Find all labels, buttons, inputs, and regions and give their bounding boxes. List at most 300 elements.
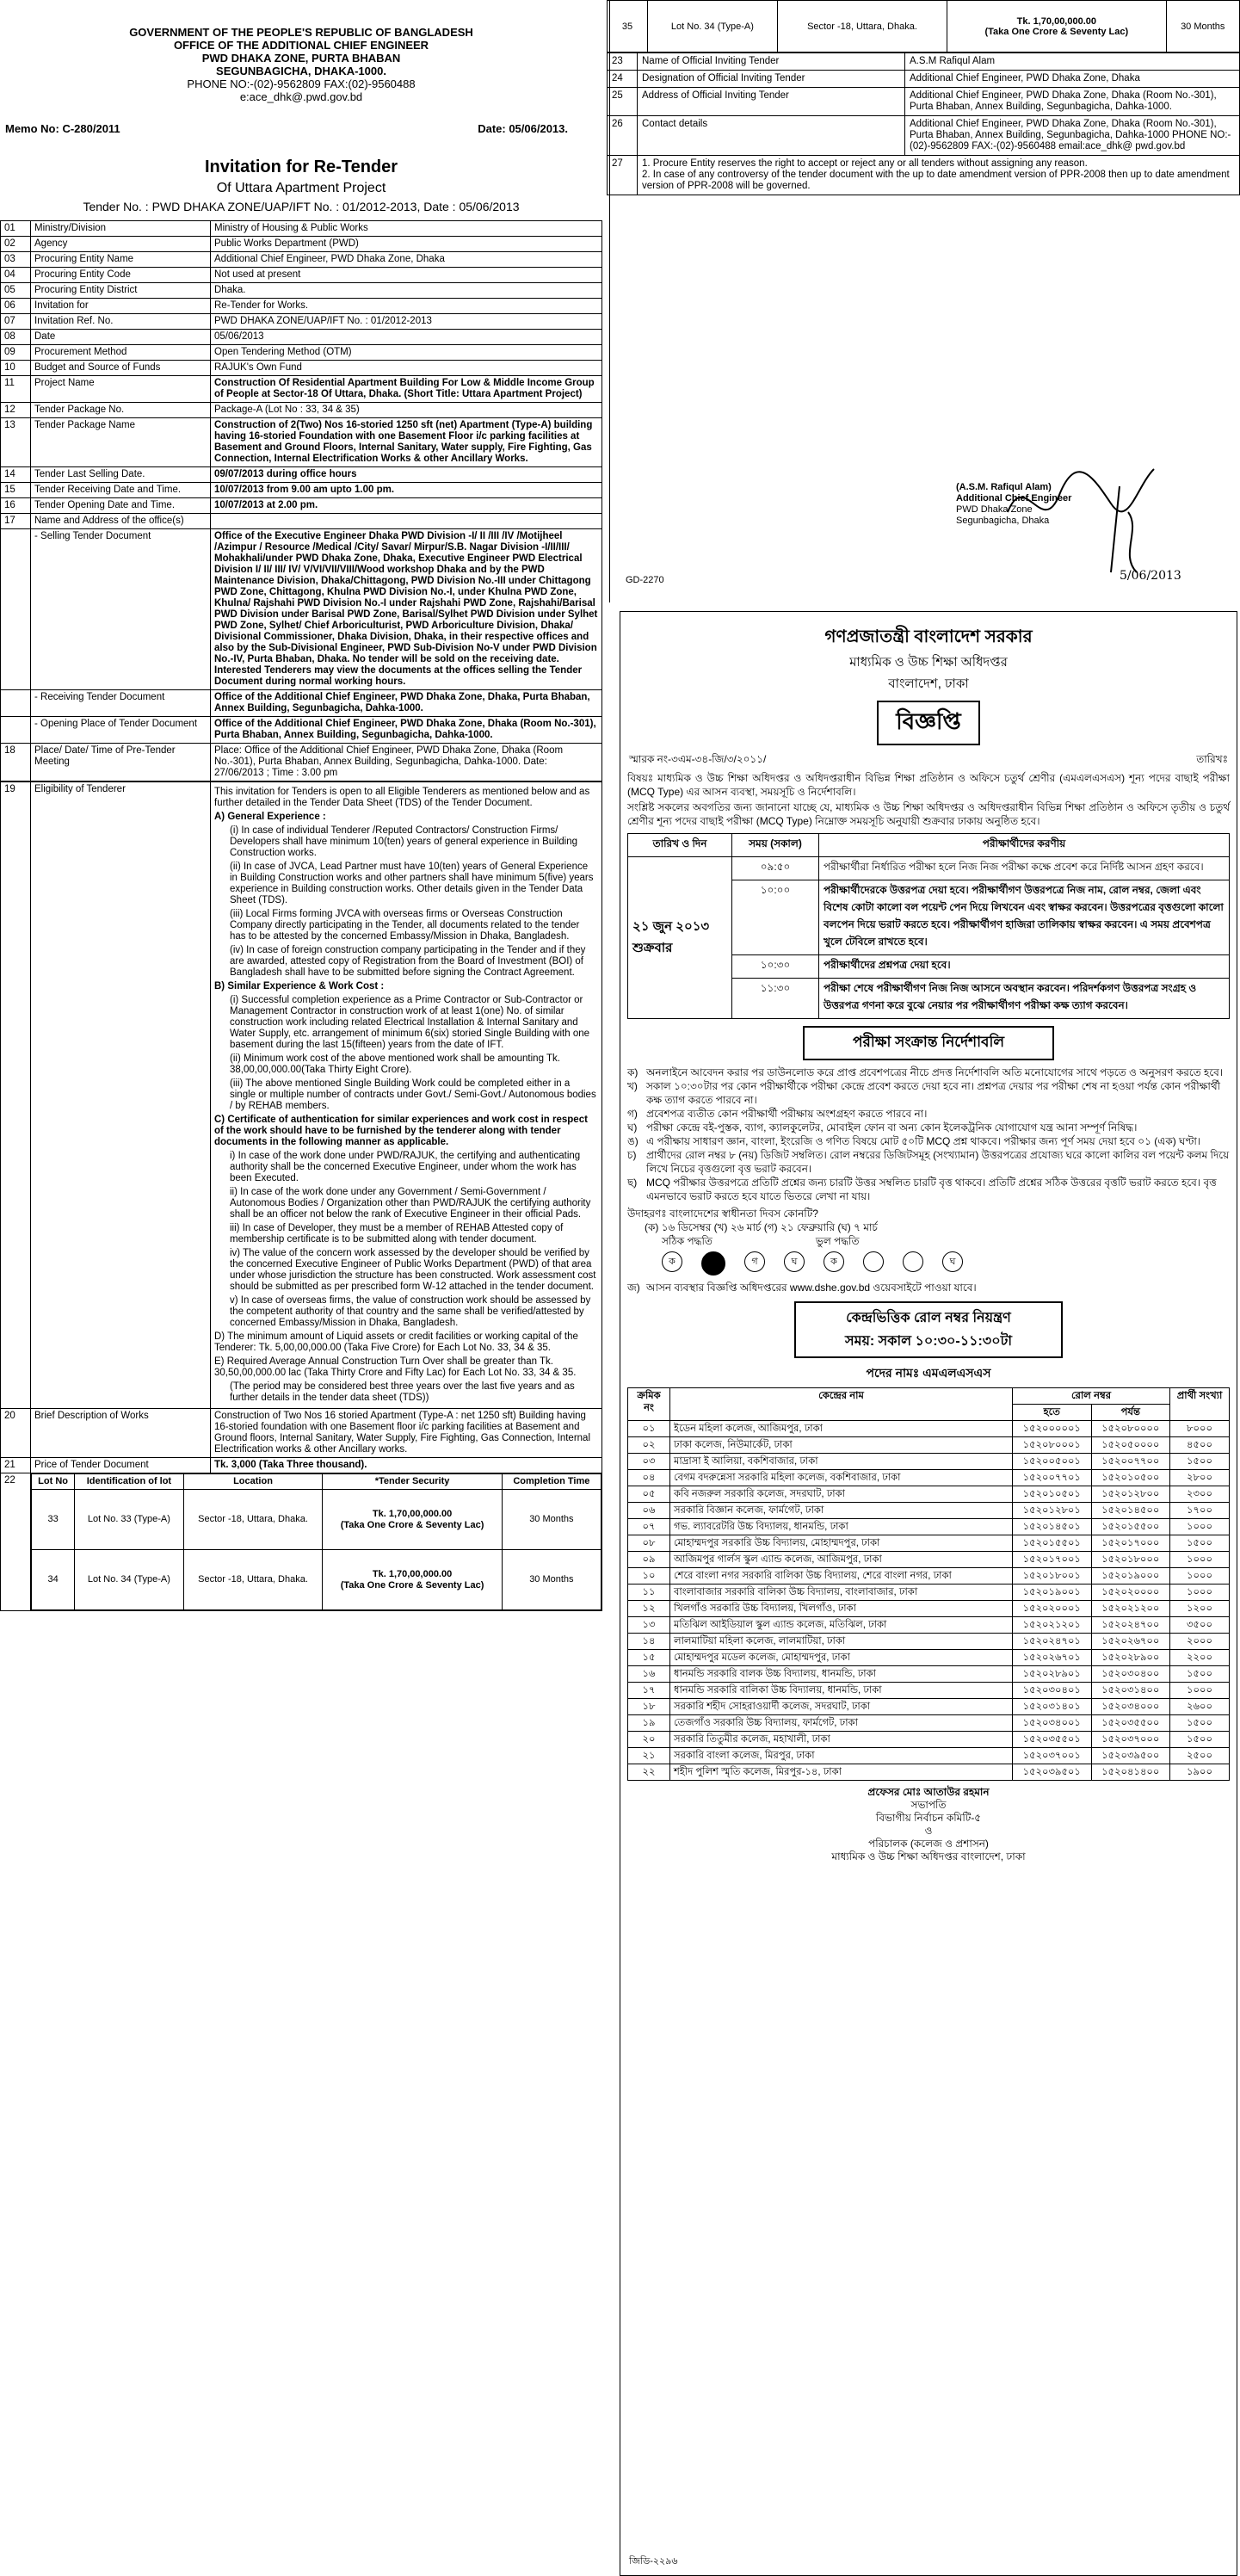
roll-from: ১৫২০২৪৭০১ <box>1013 1634 1091 1650</box>
lot-security-words: (Taka One Crore & Seventy Lac) <box>984 26 1129 37</box>
centre-name: সরকারি বিজ্ঞান কলেজ, ফার্মগেট, ঢাকা <box>670 1503 1013 1519</box>
lot-security-words: (Taka One Crore & Seventy Lac) <box>340 1519 484 1530</box>
centre-name: খিলগাঁও সরকারি উচ্চ বিদ্যালয়, খিলগাঁও, ঢাকা <box>670 1601 1013 1617</box>
roll-to: ১৫২০২০০০০ <box>1091 1585 1169 1601</box>
row-label: Designation of Official Inviting Tender <box>638 71 905 88</box>
roll-to: ১৫২০২৮৯০০ <box>1091 1650 1169 1666</box>
row-label: Tender Receiving Date and Time. <box>31 483 211 498</box>
letterhead-line: OFFICE OF THE ADDITIONAL CHIEF ENGINEER <box>173 39 429 52</box>
table-row <box>1 268 602 283</box>
candidate-count: ১২০০ <box>1170 1601 1230 1617</box>
candidate-count: ১৫০০ <box>1170 1666 1230 1683</box>
rule-key: খ) <box>627 1080 638 1092</box>
row-value: 09/07/2013 during office hours <box>211 467 602 483</box>
centre-row <box>628 1683 1230 1699</box>
roll-to: ১৫২০৮০০০০ <box>1091 1421 1169 1437</box>
table-row <box>1 221 602 237</box>
eligibility-table <box>0 781 602 1611</box>
roll-to: ১৫২০১৭০০০ <box>1091 1535 1169 1552</box>
row-value: Additional Chief Engineer, PWD Dhaka Zone, Dhaka (Room No.-301), Purta Bhaban, Annex Building, Segunbagicha, Dahka-1000. <box>905 88 1240 116</box>
centre-head: রোল নম্বর <box>1013 1388 1170 1405</box>
lot-head: Lot No <box>32 1474 75 1490</box>
centre-row <box>628 1519 1230 1535</box>
row-label: Budget and Source of Funds <box>31 361 211 376</box>
website-note: আসন ব্যবস্থার বিজ্ঞপ্তি অধিদপ্তরের www.dshe.gov.bd ওয়েবসাইটে পাওয়া যাবে। <box>646 1282 977 1294</box>
answer-bubble: ক <box>824 1251 844 1272</box>
lot-location: Sector -18, Uttara, Dhaka. <box>777 1 947 53</box>
elig-item: (iii) Local Firms forming JVCA with overseas firms or Overseas Construction Company directly participating in the Tender, all documents related to the tender has to be attested by the concerned Embassy/Mission in Dhaka, Bangladesh. <box>230 909 580 942</box>
centre-row <box>628 1764 1230 1781</box>
row-label: Tender Package Name <box>31 418 211 467</box>
centre-row <box>628 1585 1230 1601</box>
lot-id: Lot No. 34 (Type-A) <box>75 1550 183 1610</box>
roll-from: ১৫২০০৫০০১ <box>1013 1454 1091 1470</box>
row-label: Procurement Method <box>31 345 211 361</box>
answer-bubble: ঘ <box>942 1251 963 1272</box>
lot-head: Identification of lot <box>75 1474 183 1490</box>
rule-text: সকাল ১০:৩০টার পর কোন পরীক্ষার্থীকে পরীক্ষা কেন্দ্রে প্রবেশ করতে দেয়া হবে না। প্রশ্নপত্র দেয়ার পর পরীক্ষা শেষ না হওয়া পর্যন্ত কোন পরীক্ষার্থী কক্ষ ত্যাগ করতে পারবে না। <box>646 1080 1221 1106</box>
condition-1: 1. Procure Entity reserves the right to accept or reject any or all tenders without assigning any reason. <box>642 158 1088 169</box>
roll-from: ১৫২০৩৪০০১ <box>1013 1715 1091 1732</box>
roll-to: ১৫২০৩০৪০০ <box>1091 1666 1169 1683</box>
roll-from: ১৫২০২৬৭০১ <box>1013 1650 1091 1666</box>
table-row <box>1 345 602 361</box>
centre-name: সরকারি শহীদ সোহরাওয়ার্দী কলেজ, সদরঘাট, ঢাকা <box>670 1699 1013 1715</box>
table-row <box>1 690 602 717</box>
candidate-count: ২৬০০ <box>1170 1699 1230 1715</box>
centre-serial: ০৯ <box>628 1552 670 1568</box>
elig-e-note: (The period may be considered best three years over the last five years and as further details in the tender data sheet (TDS)) <box>230 1381 575 1403</box>
table-row <box>1 283 602 299</box>
candidate-count: ২৩০০ <box>1170 1486 1230 1503</box>
table-row <box>608 88 1240 116</box>
candidate-count: ১৫০০ <box>1170 1715 1230 1732</box>
elig-item: iii) In case of Developer, they must be a member of REHAB Attested copy of membership certificate is to be submitted along with tender document. <box>230 1223 564 1245</box>
row-number: 22 <box>1 1473 31 1611</box>
row-label: Invitation for <box>31 299 211 314</box>
centre-row <box>628 1715 1230 1732</box>
centre-row <box>628 1732 1230 1748</box>
centre-serial: ১১ <box>628 1585 670 1601</box>
row-value: Additional Chief Engineer, PWD Dhaka Zone, Dhaka <box>211 252 602 268</box>
memo-date: Date: 05/06/2013. <box>478 122 568 135</box>
row-number: 11 <box>1 376 31 403</box>
row-number: 03 <box>1 252 31 268</box>
lot-table-cell <box>31 1473 602 1611</box>
centre-serial: ২০ <box>628 1732 670 1748</box>
roll-to: ১৫২০৩৭০০০ <box>1091 1732 1169 1748</box>
lot-security-amount: Tk. 1,70,00,000.00 <box>1016 15 1097 27</box>
lot-id: Lot No. 33 (Type-A) <box>75 1490 183 1550</box>
row-value <box>638 156 1240 195</box>
row-label: Procuring Entity Code <box>31 268 211 283</box>
notice-subtitle: Of Uttara Apartment Project <box>216 181 386 195</box>
candidate-count: ১৫০০ <box>1170 1454 1230 1470</box>
row-label: Tender Package No. <box>31 403 211 418</box>
row-value: PWD DHAKA ZONE/UAP/IFT No. : 01/2012-2013 <box>211 314 602 330</box>
roll-from: ১৫২০২০০০১ <box>1013 1601 1091 1617</box>
centre-name: শেরে বাংলা নগর সরকারি বালিকা উচ্চ বিদ্যালয়, শেরে বাংলা নগর, ঢাকা <box>670 1568 1013 1585</box>
row-value: Ministry of Housing & Public Works <box>211 221 602 237</box>
table-row <box>608 53 1240 71</box>
roll-to: ১৫২০১৯০০০ <box>1091 1568 1169 1585</box>
rule-item <box>627 1121 1230 1134</box>
row-value: Package-A (Lot No : 33, 34 & 35) <box>211 403 602 418</box>
table-row <box>1 483 602 498</box>
row-label: - Receiving Tender Document <box>31 690 211 717</box>
rules-title: পরীক্ষা সংক্রান্ত নির্দেশাবলি <box>803 1026 1054 1060</box>
row-number: 12 <box>1 403 31 418</box>
rule-key: ঘ) <box>627 1121 638 1134</box>
centre-head: কেন্দ্রের নাম <box>670 1388 1013 1421</box>
example-block <box>627 1207 1230 1294</box>
wrong-method-label: ভুল পদ্ধতি <box>815 1235 860 1247</box>
rule-item <box>627 1066 1230 1079</box>
table-row <box>1 717 602 744</box>
rule-text: প্রবেশপত্র ব্যতীত কোন পরীক্ষার্থী পরীক্ষায় অংশগ্রহণ করতে পারবে না। <box>646 1108 928 1120</box>
table-row <box>1 330 602 345</box>
answer-bubble <box>903 1251 923 1272</box>
lot-head: Location <box>183 1474 323 1490</box>
table-row <box>1 299 602 314</box>
elig-item: (i) Successful completion experience as a Prime Contractor or Sub-Contractor or Management Contractor in construction work of at least 1(one) No. of similar construction work including related Electrical Installation & Internal Sanitary and Water Supply, etc. arrangement of minimum 6(six) storied Single Building with one basement during the last 15(fifteen) years from the date of IFT. <box>230 995 590 1050</box>
row-number: 10 <box>1 361 31 376</box>
lot-security-words: (Taka One Crore & Seventy Lac) <box>340 1579 484 1591</box>
row-number: 05 <box>1 283 31 299</box>
row-number: 14 <box>1 467 31 483</box>
centre-serial: ২১ <box>628 1748 670 1764</box>
candidate-count: ১০০০ <box>1170 1683 1230 1699</box>
centre-row <box>628 1552 1230 1568</box>
table-row <box>1 314 602 330</box>
bengali-notice <box>620 611 1237 2576</box>
candidate-count: ১৫০০ <box>1170 1535 1230 1552</box>
rule-text: প্রার্থীদের রোল নম্বর ৮ (নয়) ডিজিট সম্বলিত। রোল নম্বরের ডিজিটসমূহ (সংখ্যামান) উত্তরপত্রের প্রযোজ্য ঘরে কালো কালির বল পয়েন্ট কলম দিয়ে লিখে নিচের বৃত্তগুলো বৃত্ত ভরাট করবেন। <box>646 1149 1230 1175</box>
roll-to: ১৫২০৫০০০০ <box>1091 1437 1169 1454</box>
roll-to: ১৫২০৩৯৫০০ <box>1091 1748 1169 1764</box>
row-number: 19 <box>1 782 31 1409</box>
row-label: Contact details <box>638 116 905 156</box>
schedule-head: সময় (সকাল) <box>732 834 819 857</box>
centre-serial: ০৫ <box>628 1486 670 1503</box>
footer-line: পরিচালক (কলেজ ও প্রশাসন) <box>868 1838 989 1850</box>
rule-item <box>627 1134 1230 1148</box>
row-value: Office of the Additional Chief Engineer, PWD Dhaka Zone, Dhaka, Purta Bhaban, Annex Building, Segunbagicha, Dahka-1000. <box>211 690 602 717</box>
row-label: - Selling Tender Document <box>31 529 211 690</box>
row-number <box>1 717 31 744</box>
centre-head: প্রার্থী সংখ্যা <box>1170 1388 1230 1421</box>
lot-head: *Tender Security <box>323 1474 502 1490</box>
centre-serial: ১০ <box>628 1568 670 1585</box>
roll-from: ১৫২০২১২০১ <box>1013 1617 1091 1634</box>
centre-name: বেগম বদরুন্নেসা সরকারি মহিলা কলেজ, বকশিবাজার, ঢাকা <box>670 1470 1013 1486</box>
row-number: 07 <box>1 314 31 330</box>
row-number: 16 <box>1 498 31 514</box>
lot-row <box>32 1550 601 1610</box>
centre-name: ধানমন্ডি সরকারি বালক উচ্চ বিদ্যালয়, ধানমন্ডি, ঢাকা <box>670 1666 1013 1683</box>
candidate-count: ১৫০০ <box>1170 1732 1230 1748</box>
roll-to: ১৫২০৪১৪০০ <box>1091 1764 1169 1781</box>
roll-to: ১৫২০৩৪০০০ <box>1091 1699 1169 1715</box>
reference-number: স্মারক নং-৩এম-৩৪-জি/৩/২০১১/ <box>629 753 767 765</box>
row-label: Place/ Date/ Time of Pre-Tender Meeting <box>31 744 211 781</box>
roll-from: ১৫২০৩০৪০১ <box>1013 1683 1091 1699</box>
roll-from: ১৫২০১৯০০১ <box>1013 1585 1091 1601</box>
centre-serial: ২২ <box>628 1764 670 1781</box>
row-label: Name and Address of the office(s) <box>31 514 211 529</box>
roll-from: ১৫২০৩১৪০১ <box>1013 1699 1091 1715</box>
centre-row <box>628 1470 1230 1486</box>
elig-item: (ii) Minimum work cost of the above mentioned work shall be amounting Tk. 38,00,00,000.00(Taka Thirty Eight Crore). <box>230 1053 560 1075</box>
centre-row <box>628 1617 1230 1634</box>
row-value: 05/06/2013 <box>211 330 602 345</box>
table-row <box>1 418 602 467</box>
roll-from: ১৫২০৩৫৫০১ <box>1013 1732 1091 1748</box>
example-options: (ক) ১৬ ডিসেম্বর (খ) ২৬ মার্চ (গ) ২১ ফেব্রুয়ারি (ঘ) ৭ মার্চ <box>645 1221 878 1233</box>
rule-item <box>627 1148 1230 1176</box>
centre-row <box>628 1421 1230 1437</box>
roll-to: ১৫২০১২৮০০ <box>1091 1486 1169 1503</box>
centre-serial: ১৫ <box>628 1650 670 1666</box>
row-value: Additional Chief Engineer, PWD Dhaka Zone, Dhaka (Room No.-301), Purta Bhaban, Annex Building, Segunbagicha, Dahka-1000 PHONE NO:-(02)-9562809 FAX:-(02)-9560488 email:ace_dhk@ pwd.gov.bd <box>905 116 1240 156</box>
row-value: Office of the Executive Engineer Dhaka PWD Division -I/ II /III /IV /Motijheel /Azimpur / Resource /Medical /City/ Savar/ Mirpur/S.B. Nagar Division -I/II/III/ Mohakhali/under PWD Dhaka Zone, Dhaka, Executive Engineer PWD Electrical Division I/ II/ III/ IV/ V/VI/VII/VIII/Wood workshop Dhaka and by the PWD Maintenance Division, Dhaka/Chittagong, PWD Division No.-III under Chittagong PWD Zone, Chittagong, Khulna PWD Division No.-I, under Khulna PWD Zone, Khulna/ Rajshahi PWD Division No.-I under Rajshahi PWD Zone, Rajshahi/Barisal PWD Division under Barisal PWD Zone, Barisal/Sylhet PWD Division under Sylhet PWD Zone, Sylhet/ Chief Arboriculturist, PWD Arboriculture Division, Dhaka/ Divisional Commissioner, Dhaka Division, Dhaka, in their respective offices and also by the Sub-Divisional Engineer, PWD Sub-Division No-V under PWD Division No.-IV, Purta Bhaban, Dhaka. No tender will be sold on the receiving date. Interested Tenderers may view the documents at the offices selling the Tender Document during normal working hours. <box>211 529 602 690</box>
lot-35-table <box>607 0 1240 53</box>
lot-location: Sector -18, Uttara, Dhaka. <box>183 1550 323 1610</box>
rule-key: গ) <box>627 1108 638 1120</box>
letterhead-line: GOVERNMENT OF THE PEOPLE'S REPUBLIC OF BANGLADESH <box>129 26 473 39</box>
bubble-examples <box>662 1251 1230 1276</box>
roll-from: ১৫২০১০৫০১ <box>1013 1486 1091 1503</box>
footer-line: সভাপতি <box>910 1799 947 1811</box>
rule-item <box>627 1107 1230 1121</box>
row-value: Re-Tender for Works. <box>211 299 602 314</box>
centre-serial: ০৩ <box>628 1454 670 1470</box>
roll-from: ১৫২০৩৭০০১ <box>1013 1748 1091 1764</box>
row-number: 06 <box>1 299 31 314</box>
gd-number: জিডি-২২৯৬ <box>629 2556 678 2567</box>
signatory-line: Segunbagicha, Dhaka <box>956 516 1050 526</box>
centre-row <box>628 1486 1230 1503</box>
table-row <box>1 376 602 403</box>
roll-from: ১৫২০০৭৭০১ <box>1013 1470 1091 1486</box>
centre-name: ঢাকা কলেজ, নিউমার্কেট, ঢাকা <box>670 1437 1013 1454</box>
row-value: 10/07/2013 from 9.00 am upto 1.00 pm. <box>211 483 602 498</box>
centre-name: শহীদ পুলিশ স্মৃতি কলেজ, মিরপুর-১৪, ঢাকা <box>670 1764 1013 1781</box>
roll-to: ১৫২০১০৫০০ <box>1091 1470 1169 1486</box>
footer-line: বিভাগীয় নির্বাচন কমিটি-৫ <box>875 1812 982 1824</box>
row-value: RAJUK's Own Fund <box>211 361 602 376</box>
schedule-head: তারিখ ও দিন <box>628 834 732 857</box>
row-number: 13 <box>1 418 31 467</box>
elig-item: (i) In case of individual Tenderer /Reputed Contractors/ Construction Firms/ Developers shall have minimum 10(ten) years of general experience in Building Construction works. <box>230 825 577 858</box>
roll-from: ১৫২০১৪৫০১ <box>1013 1519 1091 1535</box>
elig-item: (iv) In case of foreign construction company participating in the Tender and if they are awarded, attested copy of Registration from the Board of Investment (BOI) of Bangladesh shall have to be submitted before signing the Contract Agreement. <box>230 945 586 978</box>
centre-row <box>628 1454 1230 1470</box>
schedule-time: ০৯:৫০ <box>732 857 819 880</box>
answer-bubble: গ <box>744 1251 765 1272</box>
rule-item <box>627 1079 1230 1107</box>
roll-to: ১৫২০২৪৭০০ <box>1091 1617 1169 1634</box>
row-label: Invitation Ref. No. <box>31 314 211 330</box>
row-value: Public Works Department (PWD) <box>211 237 602 252</box>
row-label: Procuring Entity District <box>31 283 211 299</box>
row-value: Construction of Two Nos 16 storied Apartment (Type-A : net 1250 sft) Building having 16-storied foundation with one Basement floor i/c parking facilities at Basement and Ground floors, Internal Sanitary, Water Supply, Fire Fighting, Gas Connection, Internal Electrification works & other Ancillary works. <box>211 1409 602 1458</box>
centre-serial: ১৪ <box>628 1634 670 1650</box>
row-value: Tk. 3,000 (Taka Three thousand). <box>211 1458 602 1473</box>
example-question: উদাহরণঃ বাংলাদেশের স্বাধীনতা দিবস কোনটি? <box>627 1208 818 1220</box>
centre-row <box>628 1437 1230 1454</box>
row-number: 20 <box>1 1409 31 1458</box>
centre-row <box>628 1666 1230 1683</box>
candidate-count: ৩৫০০ <box>1170 1617 1230 1634</box>
centre-row <box>628 1634 1230 1650</box>
centre-table <box>627 1387 1230 1781</box>
tender-notice-continued <box>607 0 1240 602</box>
roll-from: ১৫২০৮০০০১ <box>1013 1437 1091 1454</box>
centre-name: মোহাম্মদপুর সরকারি উচ্চ বিদ্যালয়, মোহাম্মদপুর, ঢাকা <box>670 1535 1013 1552</box>
schedule-task: পরীক্ষার্থীরা নির্ধারিত পরীক্ষা হলে নিজ নিজ পরীক্ষা কক্ষে প্রবেশ করে নির্দিষ্ট আসন গ্রহণ করবে। <box>819 857 1230 880</box>
intro: সংশ্লিষ্ট সকলের অবগতির জন্য জানানো যাচ্ছে যে, মাধ্যমিক ও উচ্চ শিক্ষা অধিদপ্তর ও অধিদপ্তরাধীন বিভিন্ন শিক্ষা প্রতিষ্ঠান ও অফিসে তৃতীয় ও চতুর্থ শ্রেণীর শূন্য পদের বাছাই পরীক্ষা (MCQ Type) নিম্নোক্ত সময়সূচি অনুযায়ী শুক্রবার ঢাকায় অনুষ্ঠিত হবে। <box>627 801 1230 827</box>
candidate-count: ১০০০ <box>1170 1585 1230 1601</box>
centre-row <box>628 1650 1230 1666</box>
answer-bubble: ঘ <box>784 1251 805 1272</box>
lot-time: 30 Months <box>1166 1 1240 53</box>
roll-from: ১৫২০১২৮০১ <box>1013 1503 1091 1519</box>
signatory-line: (A.S.M. Rafiqul Alam) <box>956 482 1052 492</box>
row-number <box>1 690 31 717</box>
row-number: 21 <box>1 1458 31 1473</box>
lot-time: 30 Months <box>502 1550 601 1610</box>
row-number: 09 <box>1 345 31 361</box>
centre-serial: ১৭ <box>628 1683 670 1699</box>
candidate-count: ১৭০০ <box>1170 1503 1230 1519</box>
elig-b-title: B) Similar Experience & Work Cost : <box>214 981 385 991</box>
roll-to: ১৫২০১৪৫০০ <box>1091 1503 1169 1519</box>
elig-item: v) In case of overseas firms, the value of construction work should be assessed by the competent authority of that country and the same shall be verified/attested by concerned Embassy/Mission in Dhaka, Bangladesh. <box>230 1295 591 1328</box>
rule-key: জ) <box>627 1282 640 1294</box>
candidate-count: ২৮০০ <box>1170 1470 1230 1486</box>
row-value: Construction of 2(Two) Nos 16-storied 1250 sft (net) Apartment (Type-A) building having 16-storied Foundation with one Basement Floor i/c parking facilities at Basement and Ground Floors, Internal Sanitary, Water supply, Fire Fighting, Gas Connection, Internal Electrification Works & other Ancillary Works. <box>211 418 602 467</box>
lot-no: 34 <box>32 1550 75 1610</box>
schedule-task: পরীক্ষা শেষে পরীক্ষার্থীগণ নিজ নিজ আসনে অবস্থান করবেন। পরিদর্শকগণ উত্তরপত্র সংগ্রহ ও উত্তরপত্র গণনা করে বুঝে নেয়ার পর পরীক্ষার্থীগণ পরীক্ষা কক্ষ ত্যাগ করবেন। <box>819 979 1230 1019</box>
candidate-count: ১০০০ <box>1170 1519 1230 1535</box>
schedule-task: পরীক্ষার্থীদেরকে উত্তরপত্র দেয়া হবে। পরীক্ষার্থীগণ উত্তরপত্রে নিজ নাম, রোল নম্বর, জেলা এবং বিশেষ কোটা কালো বল পয়েন্ট পেন দিয়ে লিখবেন এবং স্বাক্ষর করবেন। উত্তরপত্রের বৃত্তগুলো কালো বলপেন দিয়ে ভরাট করতে হবে। পরীক্ষার্থীগণ হাজিরা তালিকায় স্বাক্ষর করবেন। এ সময় প্রবেশপত্র খুলে টেবিলে রাখতে হবে। <box>819 880 1230 955</box>
answer-bubble <box>863 1251 884 1272</box>
centre-serial: ০৬ <box>628 1503 670 1519</box>
lot-security <box>323 1550 502 1610</box>
row-value: Construction Of Residential Apartment Building For Low & Middle Income Group of People at Sector-18 Of Uttara, Dhaka. (Short Title: Uttara Apartment Project) <box>211 376 602 403</box>
row-value: Office of the Additional Chief Engineer, PWD Dhaka Zone, Dhaka (Room No.-301), Purta Bhaban, Annex Building, Segunbagicha, Dahka-1000. <box>211 717 602 744</box>
row-value: Place: Office of the Additional Chief Engineer, PWD Dhaka Zone, Dhaka (Room No.-301), Purta Bhaban, Annex Building, Segunbagicha, Dahka-1000. Date: 27/06/2013 ; Time : 3.00 pm <box>211 744 602 781</box>
tender-notice <box>0 0 602 2574</box>
rules-list <box>627 1066 1230 1203</box>
row-value: A.S.M Rafiqul Alam <box>905 53 1240 71</box>
letterhead <box>0 26 602 103</box>
rule-text: MCQ পরীক্ষার উত্তরপত্রে প্রতিটি প্রশ্নের জন্য চারটি উত্তর সম্বলিত চারটি বৃত্ত থাকবে। প্রতিটি প্রশ্নের সঠিক উত্তরের বৃত্তটি ভরাট করতে হবে। বৃত্ত এমনভাবে ভরাট করতে হবে যাতে ভিতরে লেখা না যায়। <box>646 1177 1217 1202</box>
centre-name: মাদ্রাসা ই আলিয়া, বকশিবাজার, ঢাকা <box>670 1454 1013 1470</box>
centre-name: বাংলাবাজার সরকারি বালিকা উচ্চ বিদ্যালয়, বাংলাবাজার, ঢাকা <box>670 1585 1013 1601</box>
row-number: 02 <box>1 237 31 252</box>
row-label: Ministry/Division <box>31 221 211 237</box>
centre-name: সরকারি বাংলা কলেজ, মিরপুর, ঢাকা <box>670 1748 1013 1764</box>
centre-row <box>628 1748 1230 1764</box>
row-number: 24 <box>608 71 638 88</box>
memo-number: Memo No: C-280/2011 <box>5 122 120 135</box>
lot-table <box>31 1473 601 1610</box>
rule-text: পরীক্ষা কেন্দ্রে বই-পুস্তক, ব্যাগ, ক্যালকুলেটর, মোবাইল ফোন বা অন্য কোন ইলেকট্রনিক যোগাযোগ যন্ত্র আনা সম্পূর্ণ নিষিদ্ধ। <box>646 1121 1138 1134</box>
signatory-line: Additional Chief Engineer <box>956 493 1072 503</box>
answer-bubble: ক <box>662 1251 682 1272</box>
schedule-time: ১০:৩০ <box>732 955 819 979</box>
row-number: 08 <box>1 330 31 345</box>
subject: বিষয়ঃ মাধ্যমিক ও উচ্চ শিক্ষা অধিদপ্তর ও অধিদপ্তরাধীন বিভিন্ন শিক্ষা প্রতিষ্ঠান ও অফিসে চতুর্থ শ্রেণীর (এমএলএসএস) শূন্য পদের বাছাই পরীক্ষা (MCQ Type) এর আসন ব্যবস্থা, সময়সূচি ও নির্দেশাবলি। <box>627 772 1230 798</box>
centre-row <box>628 1699 1230 1715</box>
roll-control-title: কেন্দ্রভিত্তিক রোল নম্বর নিয়ন্ত্রণ <box>846 1311 1011 1325</box>
schedule-task: পরীক্ষার্থীদের প্রশ্নপত্র দেয়া হবে। <box>819 955 1230 979</box>
row-label: Tender Last Selling Date. <box>31 467 211 483</box>
reference-date: তারিখঃ <box>1196 753 1228 765</box>
candidate-count: ১০০০ <box>1170 1552 1230 1568</box>
row-label: - Opening Place of Tender Document <box>31 717 211 744</box>
rule-item <box>627 1176 1230 1203</box>
row-label: Project Name <box>31 376 211 403</box>
table-row <box>608 116 1240 156</box>
row-number: 23 <box>608 53 638 71</box>
centre-row <box>628 1601 1230 1617</box>
eligibility-content <box>211 782 602 1409</box>
roll-control-box <box>794 1301 1063 1358</box>
centre-serial: ০২ <box>628 1437 670 1454</box>
candidate-count: ১০০০ <box>1170 1568 1230 1585</box>
row-label: Date <box>31 330 211 345</box>
rule-text: এ পরীক্ষায় সাধারণ জ্ঞান, বাংলা, ইংরেজি ও গণিত বিষয়ে মোট ৫০টি MCQ প্রশ্ন থাকবে। পরীক্ষার জন্য পূর্ণ সময় দেয়া হবে ০১ (এক) ঘণ্টা। <box>646 1135 1201 1147</box>
roll-to: ১৫২০১৮০০০ <box>1091 1552 1169 1568</box>
notice-title: Invitation for Re-Tender <box>204 158 398 176</box>
centre-name: সরকারি তিতুমীর কলেজ, মহাখালী, ঢাকা <box>670 1732 1013 1748</box>
notice-heading: বিজ্ঞপ্তি <box>877 701 980 745</box>
rule-key: ছ) <box>627 1177 638 1189</box>
elig-intro: This invitation for Tenders is open to all Eligible Tenderers as mentioned below and as further detailed in the Tender Data Sheet (TDS) of the Tender Document. <box>214 787 590 808</box>
elig-item: i) In case of the work done under PWD/RAJUK, the certifying and authenticating authority shall be the concerned Executive Engineer, under whom the work has been Executed. <box>230 1151 581 1183</box>
centre-serial: ০১ <box>628 1421 670 1437</box>
lot-security <box>323 1490 502 1550</box>
centre-serial: ১৬ <box>628 1666 670 1683</box>
roll-control-time: সময়: সকাল ১০:৩০-১১:৩০টা <box>845 1334 1012 1349</box>
row-label: Price of Tender Document <box>31 1458 211 1473</box>
lot-location: Sector -18, Uttara, Dhaka. <box>183 1490 323 1550</box>
roll-from: ১৫২০০০০০১ <box>1013 1421 1091 1437</box>
row-number: 27 <box>608 156 638 195</box>
table-row <box>1 514 602 529</box>
row-value: 10/07/2013 at 2.00 pm. <box>211 498 602 514</box>
letterhead-line: PHONE NO:-(02)-9562809 FAX:(02)-9560488 <box>187 77 416 90</box>
row-label: Procuring Entity Name <box>31 252 211 268</box>
post-name: পদের নামঃ এমএলএসএস <box>866 1366 991 1380</box>
lot-time: 30 Months <box>502 1490 601 1550</box>
row-number: 26 <box>608 116 638 156</box>
candidate-count: ২০০০ <box>1170 1634 1230 1650</box>
centre-serial: ০৮ <box>628 1535 670 1552</box>
letterhead-line: SEGUNBAGICHA, DHAKA-1000. <box>216 65 386 77</box>
row-number: 15 <box>1 483 31 498</box>
letterhead-line: PWD DHAKA ZONE, PURTA BHABAN <box>201 52 401 65</box>
row-value: Additional Chief Engineer, PWD Dhaka Zone, Dhaka <box>905 71 1240 88</box>
roll-to: ১৫২০২১২০০ <box>1091 1601 1169 1617</box>
row-label: Name of Official Inviting Tender <box>638 53 905 71</box>
candidate-count: ১৯০০ <box>1170 1764 1230 1781</box>
roll-from: ১৫২০২৮৯০১ <box>1013 1666 1091 1683</box>
row-label: Agency <box>31 237 211 252</box>
